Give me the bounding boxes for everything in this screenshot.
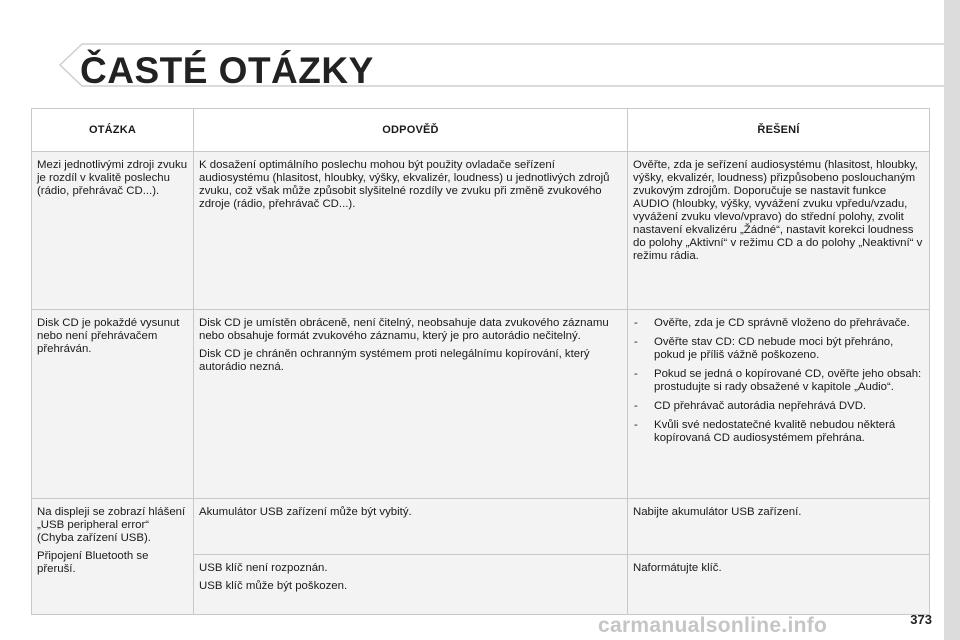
question-text: Na displeji se zobrazí hlášení „USB peripheral error“ (Chyba zařízení USB). (37, 506, 186, 544)
solution-cell (628, 499, 930, 555)
page-number: 373 (910, 612, 932, 627)
answer-text: K dosažení optimálního poslechu mohou být použity ovladače seřízení audiosystému (hlasitost, hloubky, výšky, ekvalizér, loudness) u jednotlivých zdrojů zvuku, což však může způsobit slyšitelné rozdíly ve zvuku při změně zvukového zdroje (rádio, přehrávač CD...). (199, 159, 610, 210)
answer-text: Disk CD je umístěn obráceně, není čitelný, neobsahuje data zvukového záznamu nebo obsahuje formát zvukového záznamu, který je pro autorádio nečitelný. (199, 317, 609, 342)
right-margin-band (944, 0, 960, 640)
solution-cell (628, 310, 930, 499)
solution-list (633, 317, 924, 445)
table-row (32, 499, 930, 555)
question-cell (32, 152, 194, 310)
question-text: Připojení Bluetooth se přeruší. (37, 550, 149, 575)
question-text: Mezi jednotlivými zdroji zvuku je rozdíl v kvalitě poslechu (rádio, přehrávač CD...). (37, 159, 188, 197)
watermark: carmanualsonline.info (598, 614, 828, 637)
solution-list-item: - Ověřte, zda je CD správně vloženo do přehrávače. (633, 317, 924, 330)
answer-text: USB klíč není rozpoznán. (199, 562, 328, 574)
answer-cell (194, 499, 628, 555)
page-header (0, 0, 944, 110)
faq-table (31, 108, 930, 615)
column-header-solution: ŘEŠENÍ (628, 109, 930, 152)
question-cell (32, 310, 194, 499)
question-text: Disk CD je pokaždé vysunut nebo není přehrávačem přehráván. (37, 317, 180, 355)
table-header-row (32, 109, 930, 152)
answer-text: Disk CD je chráněn ochranným systémem proti nelegálnímu kopírování, který autorádio nezná. (199, 348, 590, 373)
column-header-answer: ODPOVĚĎ (194, 109, 628, 152)
answer-cell (194, 555, 628, 615)
solution-text: Nabijte akumulátor USB zařízení. (633, 506, 802, 518)
column-header-question: OTÁZKA (32, 109, 194, 152)
solution-cell (628, 152, 930, 310)
solution-list-item: - Pokud se jedná o kopírované CD, ověřte jeho obsah: prostudujte si rady obsažené v kapitole „Audio“. (633, 368, 924, 394)
table-row (32, 152, 930, 310)
table-row (32, 310, 930, 499)
page-title: ČASTÉ OTÁZKY (80, 50, 374, 91)
solution-cell (628, 555, 930, 615)
solution-text: Ověřte, zda je seřízení audiosystému (hlasitost, hloubky, výšky, ekvalizér, loudness) přizpůsobeno poslouchaným zvukovým zdrojům. Doporučuje se nastavit funkce AUDIO (hloubky, výšky, vyvážení zvuku vpředu/vzadu, vyvážení zvuku vlevo/vpravo) do střední polohy, zvolit nastavení ekvalizéru „Žádné“, nastavit korekci loudness do polohy „Aktivní“ v režimu CD a do polohy „Neaktivní“ v režimu rádia. (633, 159, 923, 262)
solution-list-item: - CD přehrávač autorádia nepřehrává DVD. (633, 400, 924, 413)
solution-list-item: - Ověřte stav CD: CD nebude moci být přehráno, pokud je příliš vážně poškozeno. (633, 336, 924, 362)
solution-text: Naformátujte klíč. (633, 562, 722, 574)
solution-list-item: - Kvůli své nedostatečné kvalitě nebudou některá kopírovaná CD audiosystémem přehrána. (633, 419, 924, 445)
answer-cell (194, 310, 628, 499)
answer-text: USB klíč může být poškozen. (199, 580, 348, 592)
answer-text: Akumulátor USB zařízení může být vybitý. (199, 506, 412, 518)
answer-cell (194, 152, 628, 310)
question-cell (32, 499, 194, 615)
